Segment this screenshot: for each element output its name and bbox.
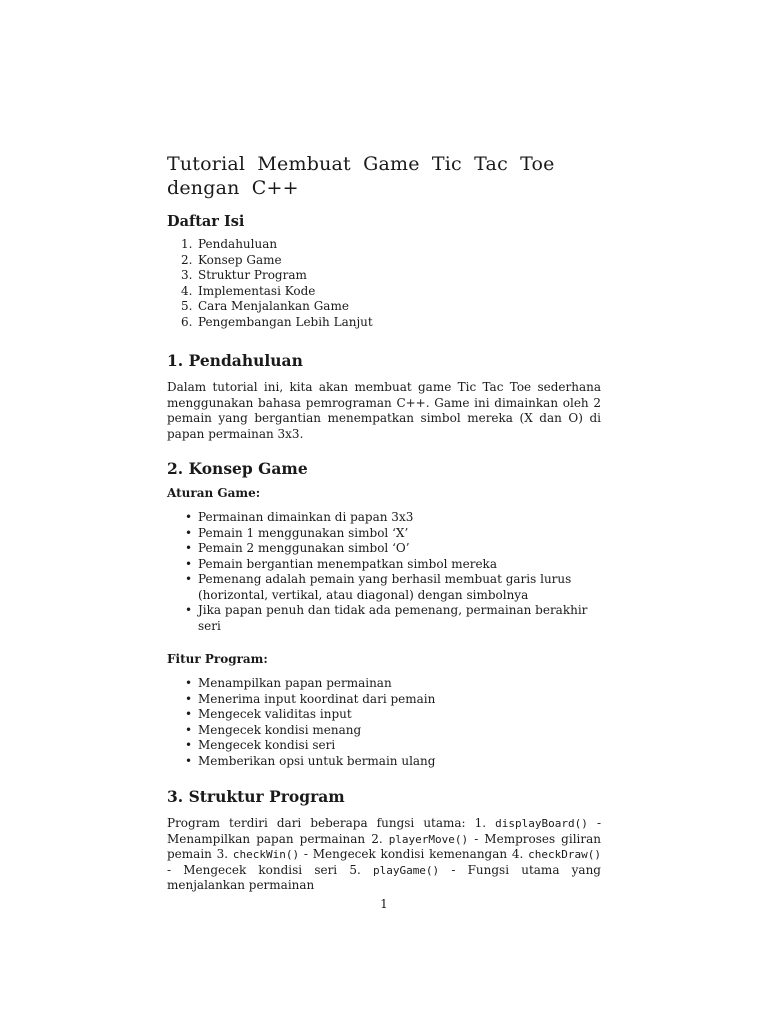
toc-label: Cara Menjalankan Game <box>198 299 349 313</box>
text-run: - Mengecek kondisi seri 5. <box>167 862 373 877</box>
bullet-icon: • <box>185 738 193 752</box>
text-run: - Fungsi utama yang menjalankan permainan <box>167 862 601 892</box>
list-item-text: Mengecek kondisi seri <box>198 738 336 752</box>
bullet-icon: • <box>185 603 193 617</box>
page-number: 1 <box>380 897 388 911</box>
section-heading-konsep-game: 2. Konsep Game <box>167 459 308 478</box>
list-item-text: Memberikan opsi untuk bermain ulang <box>198 753 436 768</box>
list-item-text: Pemain 2 menggunakan simbol ‘O’ <box>198 541 410 555</box>
bullet-icon: • <box>185 691 193 706</box>
list-item <box>167 692 601 708</box>
toc-number: 2. <box>181 252 193 267</box>
subheading-aturan-game: Aturan Game: <box>167 486 261 500</box>
paragraph-pendahuluan: Dalam tutorial ini, kita akan membuat game Tic Tac Toe sederhana menggunakan bahasa pemrograman C++. Game ini dimainkan oleh 2 pemain yang bergantian menempatkan simbol mereka (X dan O) di papan permainan 3x3. <box>167 380 601 441</box>
bullet-icon: • <box>185 556 193 571</box>
toc-label: Struktur Program <box>198 268 307 282</box>
bullet-icon: • <box>185 541 193 555</box>
list-item <box>167 603 601 634</box>
list-item-text: Menerima input koordinat dari pemain <box>198 691 436 706</box>
list-item-text: Mengecek kondisi menang <box>198 722 362 737</box>
document-title: Tutorial Membuat Game Tic Tac Toe dengan C++ <box>167 153 555 199</box>
code-checkwin: checkWin() <box>232 848 300 861</box>
toc-item <box>167 268 601 284</box>
toc-number: 6. <box>181 314 193 329</box>
list-item-text: Pemain 1 menggunakan simbol ‘X’ <box>198 525 409 540</box>
toc-number: 4. <box>181 283 193 298</box>
text-run: Program terdiri dari beberapa fungsi utama: 1. <box>167 816 496 830</box>
rules-list <box>167 510 601 634</box>
toc-label: Implementasi Kode <box>198 283 316 298</box>
bullet-icon: • <box>185 707 193 721</box>
paragraph-struktur-program <box>167 816 601 894</box>
toc-item <box>167 237 601 253</box>
toc-item <box>167 315 601 331</box>
code-playgame: playGame() <box>372 863 440 877</box>
bullet-icon: • <box>185 572 193 586</box>
section-heading-struktur-program: 3. Struktur Program <box>167 787 345 806</box>
bullet-icon: • <box>185 722 193 737</box>
code-displayboard: displayBoard() <box>495 817 588 830</box>
bullet-icon: • <box>185 753 193 768</box>
bullet-icon: • <box>185 676 193 690</box>
text-run: - Memproses giliran pemain 3. <box>167 831 601 861</box>
toc-number: 3. <box>181 268 193 282</box>
toc-list <box>167 237 601 330</box>
list-item <box>167 572 601 603</box>
bullet-icon: • <box>185 525 193 540</box>
list-item-text: Menampilkan papan permainan <box>198 676 392 690</box>
list-item <box>167 526 601 542</box>
list-item <box>167 676 601 692</box>
section-heading-pendahuluan: 1. Pendahuluan <box>167 351 303 370</box>
list-item <box>167 541 601 557</box>
toc-label: Pendahuluan <box>198 237 278 251</box>
list-item-text: Mengecek validitas input <box>198 707 352 721</box>
list-item <box>167 738 601 754</box>
text-run: - Mengecek kondisi kemenangan 4. <box>299 847 529 861</box>
list-item <box>167 723 601 739</box>
document-page <box>167 152 601 894</box>
code-checkdraw: checkDraw() <box>528 848 601 861</box>
toc-label: Konsep Game <box>198 252 282 267</box>
list-item-text: Jika papan penuh dan tidak ada pemenang, permainan berakhir seri <box>198 603 588 633</box>
list-item <box>167 510 601 526</box>
toc-heading: Daftar Isi <box>167 213 245 230</box>
subheading-fitur-program: Fitur Program: <box>167 652 268 666</box>
list-item <box>167 557 601 573</box>
list-item <box>167 754 601 770</box>
text-run: - Menampilkan papan permainan 2. <box>167 816 602 846</box>
code-playermove: playerMove() <box>388 832 469 846</box>
list-item-text: Permainan dimainkan di papan 3x3 <box>198 510 414 524</box>
toc-item <box>167 284 601 300</box>
list-item-text: Pemain bergantian menempatkan simbol mereka <box>198 556 497 571</box>
list-item <box>167 707 601 723</box>
toc-number: 5. <box>181 299 193 313</box>
toc-item <box>167 253 601 269</box>
features-list <box>167 676 601 769</box>
list-item-text: Pemenang adalah pemain yang berhasil membuat garis lurus (horizontal, vertikal, atau diagonal) dengan simbolnya <box>198 572 572 602</box>
bullet-icon: • <box>185 510 193 524</box>
toc-label: Pengembangan Lebih Lanjut <box>198 314 373 329</box>
toc-item <box>167 299 601 315</box>
toc-number: 1. <box>181 237 193 251</box>
